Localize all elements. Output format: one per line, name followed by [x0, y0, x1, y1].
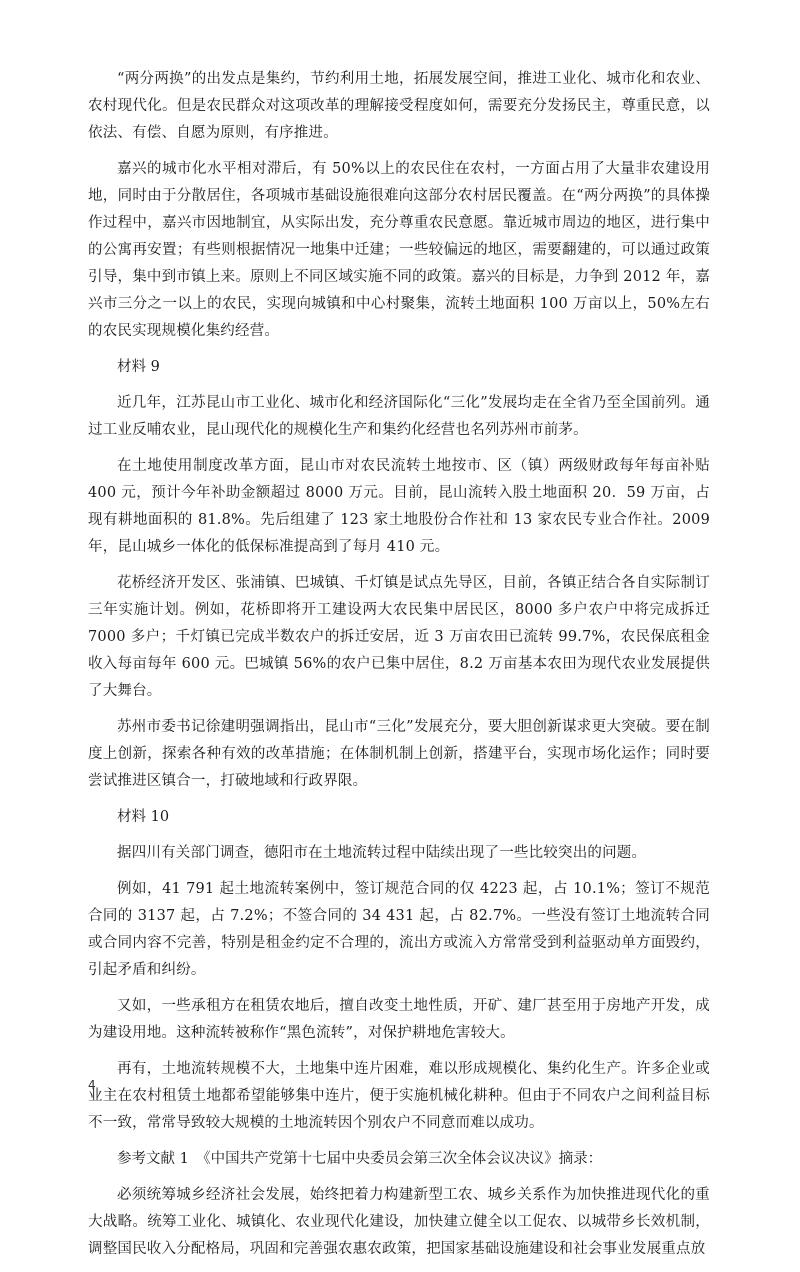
paragraph: 花桥经济开发区、张浦镇、巴城镇、千灯镇是试点先导区，目前，各镇正结合各自实际制订三年实施计划。例如，花桥即将开工建设两大农民集中居民区，8000 多户农户中将完成拆迁 7000 多户；千灯镇已完成半数农户的拆迁安居，近 3 万亩农田已流转 99.7%，农民保底租金收入每亩每年 600 元。巴城镇 56%的农户已集中居住，8.2 万亩基本农田为现代农业发展提供了大舞台。: [88, 575, 710, 699]
paragraph: 苏州市委书记徐建明强调指出，昆山市“三化”发展充分，要大胆创新谋求更大突破。要在制度上创新，探索各种有效的改革措施；在体制机制上创新，搭建平台，实现市场化运作；同时要尝试推进区镇合一，打破地域和行政界限。: [88, 719, 710, 789]
paragraph: 再有，土地流转规模不大，土地集中连片困难，难以形成规模化、集约化生产。许多企业或业主在农村租赁土地都希望能够集中连片，便于实施机械化耕种。但由于不同农户之间利益目标不一致，常常导致较大规模的土地流转因个别农户不同意而难以成功。: [88, 1061, 710, 1131]
section-heading: 材料 9: [117, 359, 160, 375]
paragraph: “两分两换”的出发点是集约，节约利用土地，拓展发展空间，推进工业化、城市化和农业、农村现代化。但是农民群众对这项改革的理解接受程度如何，需要充分发扬民主，尊重民意，以依法、有偿、自愿为原则，有序推进。: [88, 71, 710, 141]
paragraph: 在土地使用制度改革方面，昆山市对农民流转土地按市、区（镇）两级财政每年每亩补贴 400 元，预计今年补助金额超过 8000 万元。目前，昆山流转入股土地面积 20．59 万亩，占现有耕地面积的 81.8%。先后组建了 123 家土地股份合作社和 13 家农民专业合作社。2009 年，昆山城乡一体化的低保标准提高到了每月 410 元。: [88, 458, 710, 555]
section-heading: 参考文献 1 《中国共产党第十七届中央委员会第三次全体会议决议》摘录：: [117, 1151, 603, 1167]
paragraph: 据四川有关部门调查，德阳市在土地流转过程中陆续出现了一些比较突出的问题。: [117, 845, 647, 861]
section-heading: 材料 10: [117, 809, 170, 825]
paragraph: 又如，一些承租方在租赁农地后，擅自改变土地性质，开矿、建厂甚至用于房地产开发，成为建设用地。这种流转被称作“黑色流转”，对保护耕地危害较大。: [88, 998, 710, 1041]
paragraph: 例如，41 791 起土地流转案例中，签订规范合同的仅 4223 起，占 10.1%；签订不规范合同的 3137 起，占 7.2%；不签合同的 34 431 起，占 82.7%。一些没有签订土地流转合同或合同内容不完善，特别是租金约定不合理的，流出方或流入方常常受到利益驱动单方面毁约，引起矛盾和纠纷。: [88, 881, 710, 978]
paragraph: 近几年，江苏昆山市工业化、城市化和经济国际化“三化”发展均走在全省乃至全国前列。通过工业反哺农业，昆山现代化的规模化生产和集约化经营也名列苏州市前茅。: [88, 395, 710, 438]
page-number: 4: [88, 1078, 96, 1092]
document-body: [88, 66, 710, 1272]
paragraph: 嘉兴的城市化水平相对滞后，有 50%以上的农民住在农村，一方面占用了大量非农建设用地，同时由于分散居住，各项城市基础设施很难向这部分农村居民覆盖。在“两分两换”的具体操作过程中，嘉兴市因地制宜，从实际出发，充分尊重农民意愿。靠近城市周边的地区，进行集中的公寓再安置；有些则根据情况一地集中迁建；一些较偏远的地区，需要翻建的，可以通过政策引导，集中到市镇上来。原则上不同区域实施不同的政策。嘉兴的目标是，力争到 2012 年，嘉兴市三分之一以上的农民，实现向城镇和中心村聚集，流转土地面积 100 万亩以上，50%左右的农民实现规模化集约经营。: [88, 161, 710, 339]
paragraph: 必须统筹城乡经济社会发展，始终把着力构建新型工农、城乡关系作为加快推进现代化的重大战略。统筹工业化、城镇化、农业现代化建设，加快建立健全以工促农、以城带乡长效机制，调整国民收入分配格局，巩固和完善强农惠农政策，把国家基础设施建设和社会事业发展重点放: [88, 1187, 710, 1257]
